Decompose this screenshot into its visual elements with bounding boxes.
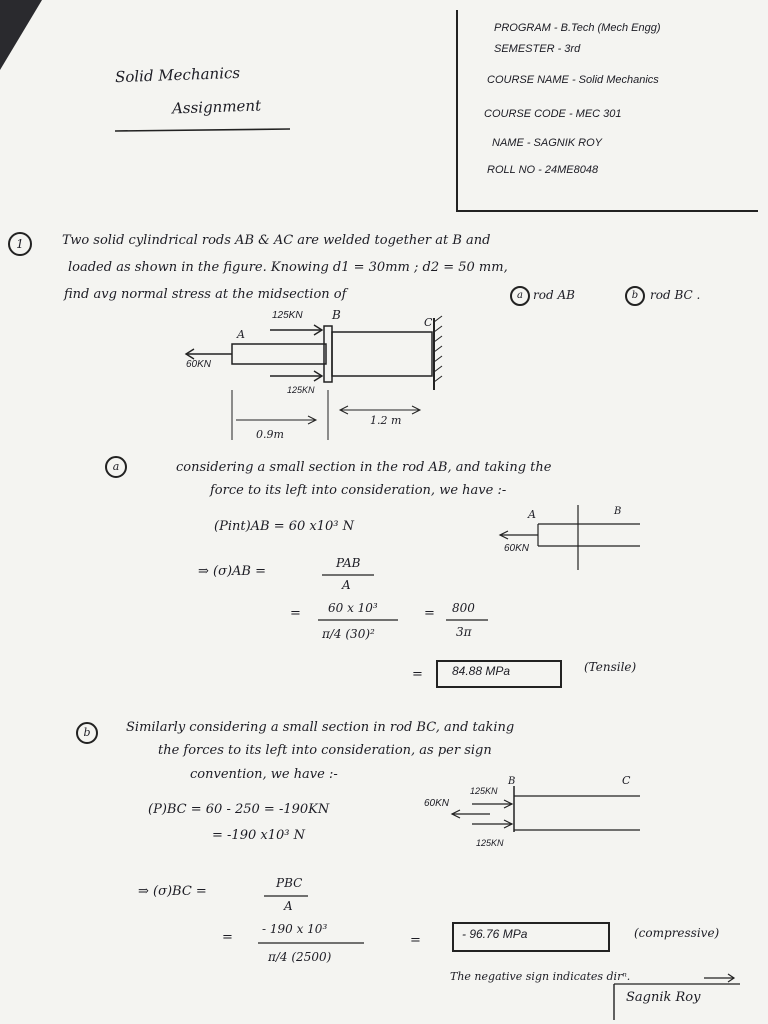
part-b-line3: convention, we have :- — [190, 767, 338, 782]
part-b-sign-note: The negative sign indicates dirⁿ. — [450, 970, 631, 983]
part-b-frac1-den: A — [284, 899, 293, 913]
part-a-frac1-num: PAB — [336, 556, 361, 570]
fig-point-a: A — [237, 328, 245, 341]
fig-point-c: C — [424, 316, 433, 329]
title-line2: Assignment — [171, 96, 262, 118]
fig-load-bottom: 125KN — [287, 385, 315, 395]
signature: Sagnik Roy — [626, 990, 701, 1005]
part-a-line1: considering a small section in the rod AB, and taking the — [176, 460, 552, 475]
part-a-eq4: = — [412, 667, 423, 682]
part-b-line2: the forces to its left into consideration, as per sign — [158, 743, 492, 758]
part-b-fbd-b: B — [508, 776, 516, 787]
part-b-fbd-c: C — [622, 774, 631, 787]
course-code-line: COURSE CODE - MEC 301 — [484, 108, 622, 120]
part-a-frac1-den: A — [342, 578, 351, 592]
part-a-fbd-a: A — [528, 508, 536, 521]
part-a-circle: a — [105, 456, 127, 478]
part-b-result-note: (compressive) — [634, 926, 720, 940]
part-b-marker-circle: b — [625, 286, 645, 306]
question-number-circle: 1 — [8, 232, 32, 256]
part-b-frac2-den: π/4 (2500) — [268, 950, 332, 964]
question-line2: loaded as shown in the figure. Knowing d1 = 30mm ; d2 = 50 mm, — [68, 260, 508, 275]
part-a-frac3-den: 3π — [456, 625, 472, 639]
part-b-fbd-left: 60KN — [424, 798, 450, 809]
part-b-p-line1: (P)BC = 60 - 250 = -190KN — [148, 802, 330, 817]
fig-load-top: 125KN — [272, 310, 303, 321]
part-a-eq2: = — [290, 606, 301, 621]
part-b-fbd-top: 125KN — [470, 786, 498, 796]
part-a-frac2-den: π/4 (30)² — [322, 627, 375, 641]
part-b-label: rod BC . — [650, 288, 701, 302]
part-a-p-int: (Pint)AB = 60 x10³ N — [214, 519, 355, 534]
part-b-circle: b — [76, 722, 98, 744]
program-line: PROGRAM - B.Tech (Mech Engg) — [494, 22, 661, 34]
question-line3: find avg normal stress at the midsection of — [64, 287, 347, 302]
part-a-sigma-lhs: ⇒ (σ)AB = — [198, 564, 267, 579]
part-a-result: 84.88 MPa — [452, 664, 511, 678]
part-b-result: - 96.76 MPa — [462, 927, 528, 941]
part-a-eq3: = — [424, 606, 435, 621]
fig-load-left: 60KN — [186, 359, 212, 370]
part-b-sigma-lhs: ⇒ (σ)BC = — [138, 884, 207, 899]
part-b-frac1-num: PBC — [276, 876, 303, 890]
roll-no-line: ROLL NO - 24ME8048 — [487, 164, 599, 176]
part-b-frac2-num: - 190 x 10³ — [262, 922, 328, 936]
course-name-line: COURSE NAME - Solid Mechanics — [487, 74, 659, 86]
question-line1: Two solid cylindrical rods AB & AC are welded together at B and — [62, 233, 491, 248]
part-a-line2: force to its left into consideration, we have :- — [210, 483, 507, 498]
part-a-label: rod AB — [533, 288, 575, 302]
title-line1: Solid Mechanics — [114, 63, 241, 87]
fig-len-bc: 1.2 m — [370, 414, 402, 427]
part-a-result-note: (Tensile) — [584, 660, 637, 674]
part-a-frac3-num: 800 — [452, 601, 475, 615]
part-a-fbd-b: B — [614, 506, 622, 517]
part-b-fbd-bottom: 125KN — [476, 838, 504, 848]
part-a-marker-circle: a — [510, 286, 530, 306]
part-b-eq2: = — [222, 930, 233, 945]
part-a-fbd-load: 60KN — [504, 543, 530, 554]
fig-len-ab: 0.9m — [256, 428, 284, 441]
part-b-eq3: = — [410, 933, 421, 948]
part-b-p-line2: = -190 x10³ N — [212, 828, 305, 843]
page-corner-shadow — [0, 0, 60, 80]
semester-line: SEMESTER - 3rd — [494, 43, 581, 55]
student-name-line: NAME - SAGNIK ROY — [492, 137, 603, 149]
part-b-line1: Similarly considering a small section in rod BC, and taking — [126, 720, 515, 735]
part-a-frac2-num: 60 x 10³ — [328, 601, 378, 615]
fig-point-b: B — [332, 308, 341, 322]
